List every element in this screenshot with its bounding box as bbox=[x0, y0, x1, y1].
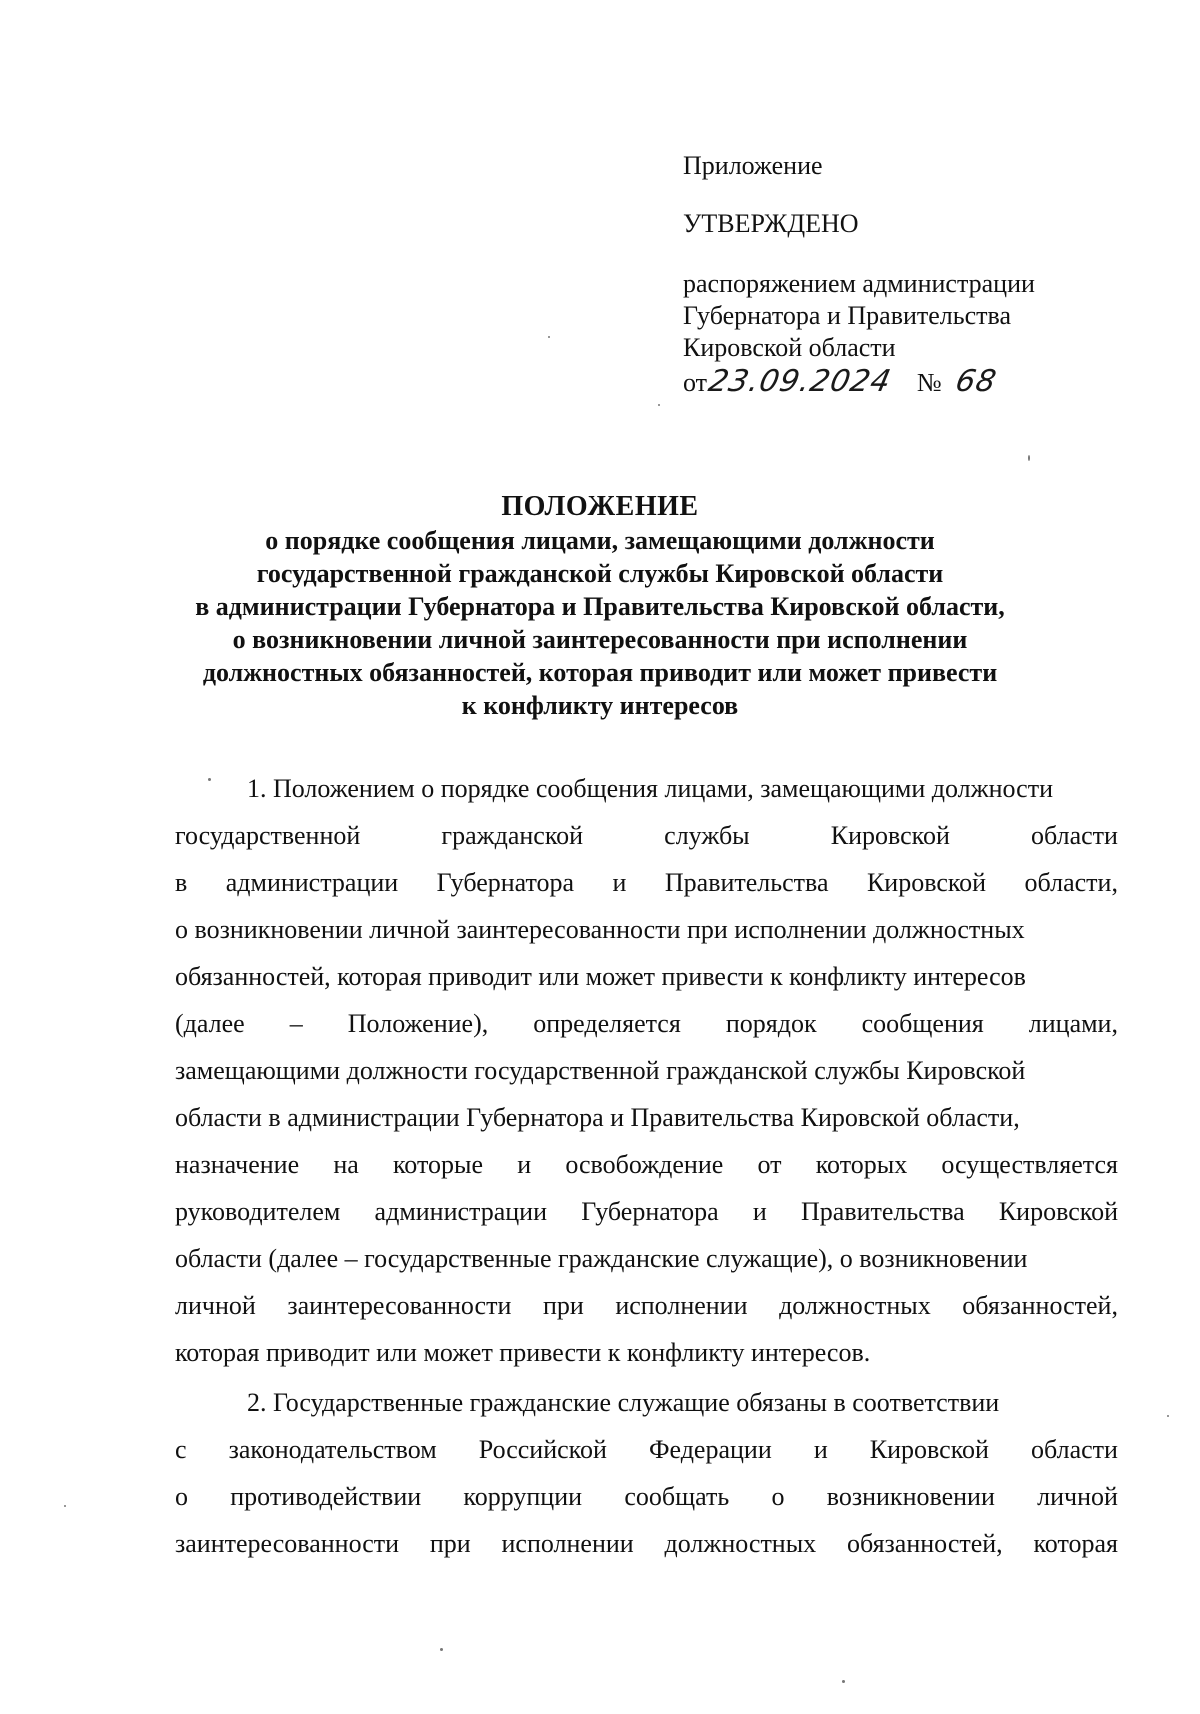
word: должностных bbox=[664, 1529, 817, 1558]
word: области (далее – государственные гражданские служащие), о возникновении bbox=[175, 1244, 1028, 1273]
body-line bbox=[175, 1141, 1118, 1188]
word: сообщать bbox=[624, 1482, 730, 1511]
word: и bbox=[752, 1197, 767, 1226]
word: личной bbox=[175, 1291, 256, 1320]
word: Губернатора bbox=[581, 1197, 719, 1226]
approved-label: УТВЕРЖДЕНО bbox=[683, 209, 859, 238]
word: заинтересованности bbox=[175, 1529, 400, 1558]
document-body bbox=[175, 765, 1118, 1567]
word: от bbox=[757, 1150, 782, 1179]
word: области bbox=[1031, 1435, 1118, 1464]
word: – bbox=[289, 1009, 303, 1038]
body-line bbox=[175, 812, 1118, 859]
word: области в администрации Губернатора и Правительства Кировской области, bbox=[175, 1103, 1020, 1132]
word: порядок bbox=[725, 1009, 817, 1038]
scan-speck bbox=[1028, 455, 1030, 461]
title-heading: ПОЛОЖЕНИЕ bbox=[501, 491, 699, 522]
word: и bbox=[813, 1435, 828, 1464]
word: обязанностей, bbox=[847, 1529, 1003, 1558]
word: службы bbox=[664, 821, 750, 850]
word: которые bbox=[393, 1150, 483, 1179]
word: назначение bbox=[175, 1150, 300, 1179]
issuer-line: Губернатора и Правительства bbox=[683, 301, 1011, 330]
word: Российской bbox=[478, 1435, 607, 1464]
body-line bbox=[175, 953, 1118, 1000]
scan-speck bbox=[842, 1680, 845, 1683]
body-line bbox=[175, 906, 1118, 953]
word: законодательством bbox=[228, 1435, 437, 1464]
title-line: в администрации Губернатора и Правительства Кировской области, bbox=[195, 592, 1005, 621]
word: гражданской bbox=[441, 821, 584, 850]
appendix-label: Приложение bbox=[683, 151, 823, 180]
word: Кировской bbox=[830, 821, 950, 850]
document-title bbox=[120, 490, 1080, 722]
approval-stamp-block bbox=[683, 150, 1035, 399]
date-prefix: от bbox=[683, 368, 708, 397]
body-line bbox=[175, 1047, 1118, 1094]
word: Правительства bbox=[664, 868, 829, 897]
title-line: должностных обязанностей, которая приводит или может привести bbox=[202, 658, 998, 687]
body-line bbox=[175, 1094, 1118, 1141]
word: администрации bbox=[374, 1197, 548, 1226]
scan-speck bbox=[64, 1505, 66, 1507]
word: которая bbox=[1033, 1529, 1118, 1558]
word: с bbox=[175, 1435, 187, 1464]
word: обязанностей, которая приводит или может привести к конфликту интересов bbox=[175, 962, 1026, 991]
word: исполнении bbox=[615, 1291, 748, 1320]
word: администрации bbox=[225, 868, 399, 897]
word: лицами, bbox=[1028, 1009, 1118, 1038]
body-line bbox=[175, 1426, 1118, 1473]
word: возникновении bbox=[826, 1482, 995, 1511]
word: определяется bbox=[533, 1009, 681, 1038]
word: должностных bbox=[779, 1291, 931, 1320]
body-line bbox=[175, 1282, 1118, 1329]
issuer-line: Кировской области bbox=[683, 333, 896, 362]
word: на bbox=[333, 1150, 359, 1179]
body-line bbox=[175, 1520, 1118, 1567]
word: области, bbox=[1024, 868, 1118, 897]
word: Правительства bbox=[801, 1197, 965, 1226]
word: Кировской bbox=[998, 1197, 1118, 1226]
word: сообщения bbox=[861, 1009, 984, 1038]
word: государственной bbox=[175, 821, 361, 850]
word: освобождение bbox=[565, 1150, 724, 1179]
body-line bbox=[175, 1188, 1118, 1235]
title-line: о возникновении личной заинтересованности при исполнении bbox=[232, 625, 968, 654]
word: которая приводит или может привести к конфликту интересов. bbox=[175, 1338, 871, 1367]
word: Губернатора bbox=[436, 868, 575, 897]
word: Положение), bbox=[347, 1009, 489, 1038]
word: заинтересованности bbox=[287, 1291, 512, 1320]
word: осуществляется bbox=[941, 1150, 1118, 1179]
word: которых bbox=[815, 1150, 908, 1179]
body-line bbox=[175, 1329, 1118, 1376]
word: при bbox=[429, 1529, 471, 1558]
word: руководителем bbox=[175, 1197, 341, 1226]
word: о возникновении личной заинтересованности при исполнении должностных bbox=[175, 915, 1025, 944]
title-line: о порядке сообщения лицами, замещающими должности bbox=[265, 526, 935, 555]
word: коррупции bbox=[463, 1482, 583, 1511]
word: в bbox=[175, 868, 188, 897]
word: личной bbox=[1037, 1482, 1118, 1511]
word: области bbox=[1031, 821, 1118, 850]
word: о bbox=[175, 1482, 188, 1511]
title-line: государственной гражданской службы Кировской области bbox=[256, 559, 944, 588]
word: Кировской bbox=[866, 868, 987, 897]
word: (далее bbox=[175, 1009, 245, 1038]
handwritten-date: 23.09.2024 bbox=[705, 364, 895, 399]
scan-speck bbox=[440, 1648, 443, 1651]
word: исполнении bbox=[501, 1529, 634, 1558]
word: замещающими должности государственной гражданской службы Кировской bbox=[175, 1056, 1026, 1085]
number-prefix: № bbox=[916, 368, 942, 397]
word: Федерации bbox=[648, 1435, 772, 1464]
scan-speck bbox=[1167, 1415, 1169, 1417]
title-line: к конфликту интересов bbox=[461, 691, 739, 720]
body-line bbox=[175, 765, 1118, 812]
scan-speck bbox=[548, 336, 550, 338]
body-line bbox=[175, 1379, 1118, 1426]
word: и bbox=[517, 1150, 532, 1179]
handwritten-number: 68 bbox=[952, 364, 1000, 399]
word: о bbox=[771, 1482, 785, 1511]
word: при bbox=[542, 1291, 584, 1320]
word: противодействии bbox=[230, 1482, 422, 1511]
body-line bbox=[175, 859, 1118, 906]
scan-speck bbox=[208, 778, 211, 781]
body-line bbox=[175, 1235, 1118, 1282]
word: обязанностей, bbox=[962, 1291, 1118, 1320]
date-number-line bbox=[683, 366, 1035, 399]
word: Кировской bbox=[869, 1435, 989, 1464]
body-line bbox=[175, 1473, 1118, 1520]
word: 1. Положением о порядке сообщения лицами, замещающими должности bbox=[247, 774, 1053, 803]
body-line bbox=[175, 1000, 1118, 1047]
issuer-line: распоряжением администрации bbox=[683, 269, 1035, 298]
word: и bbox=[612, 868, 627, 897]
scan-speck bbox=[658, 404, 660, 406]
word: 2. Государственные гражданские служащие обязаны в соответствии bbox=[247, 1388, 1000, 1417]
